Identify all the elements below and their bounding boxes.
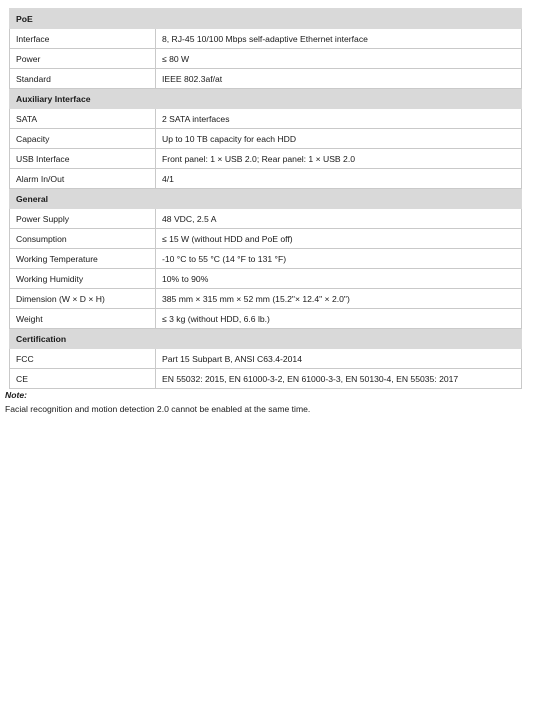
section-title: General: [10, 189, 522, 209]
spec-label: Working Temperature: [10, 249, 156, 269]
spec-row: [10, 109, 522, 129]
spec-label: Weight: [10, 309, 156, 329]
note-title: Note:: [5, 390, 27, 400]
spec-value: 385 mm × 315 mm × 52 mm (15.2"× 12.4" × 2.0"): [156, 289, 522, 309]
spec-label: Dimension (W × D × H): [10, 289, 156, 309]
section-title: Certification: [10, 329, 522, 349]
spec-row: [10, 49, 522, 69]
spec-value: ≤ 3 kg (without HDD, 6.6 lb.): [156, 309, 522, 329]
spec-label: CE: [10, 369, 156, 389]
spec-row: [10, 269, 522, 289]
section-header-poe: [10, 9, 522, 29]
spec-label: Working Humidity: [10, 269, 156, 289]
spec-value: Part 15 Subpart B, ANSI C63.4-2014: [156, 349, 522, 369]
section-title: Auxiliary Interface: [10, 89, 522, 109]
spec-value: Up to 10 TB capacity for each HDD: [156, 129, 522, 149]
spec-row: [10, 209, 522, 229]
spec-label: USB Interface: [10, 149, 156, 169]
section-header-general: [10, 189, 522, 209]
spec-label: Capacity: [10, 129, 156, 149]
spec-row: [10, 369, 522, 389]
section-header-certification: [10, 329, 522, 349]
spec-value: ≤ 15 W (without HDD and PoE off): [156, 229, 522, 249]
spec-value: IEEE 802.3af/at: [156, 69, 522, 89]
spec-value: 2 SATA interfaces: [156, 109, 522, 129]
spec-value: 48 VDC, 2.5 A: [156, 209, 522, 229]
spec-value: ≤ 80 W: [156, 49, 522, 69]
spec-label: Interface: [10, 29, 156, 49]
spec-value: 4/1: [156, 169, 522, 189]
spec-value: EN 55032: 2015, EN 61000-3-2, EN 61000-3-3, EN 50130-4, EN 55035: 2017: [156, 369, 522, 389]
spec-row: [10, 129, 522, 149]
spec-row: [10, 169, 522, 189]
spec-table: [9, 8, 522, 389]
spec-row: [10, 289, 522, 309]
spec-row: [10, 149, 522, 169]
spec-value: -10 °C to 55 °C (14 °F to 131 °F): [156, 249, 522, 269]
spec-row: [10, 229, 522, 249]
spec-row: [10, 309, 522, 329]
note-text: Facial recognition and motion detection 2.0 cannot be enabled at the same time.: [5, 404, 311, 414]
spec-row: [10, 249, 522, 269]
spec-label: Alarm In/Out: [10, 169, 156, 189]
spec-value: 8, RJ-45 10/100 Mbps self-adaptive Ethernet interface: [156, 29, 522, 49]
spec-label: Power Supply: [10, 209, 156, 229]
spec-value: 10% to 90%: [156, 269, 522, 289]
spec-row: [10, 29, 522, 49]
spec-row: [10, 349, 522, 369]
spec-label: Consumption: [10, 229, 156, 249]
spec-label: Standard: [10, 69, 156, 89]
spec-row: [10, 69, 522, 89]
spec-label: SATA: [10, 109, 156, 129]
spec-value: Front panel: 1 × USB 2.0; Rear panel: 1 × USB 2.0: [156, 149, 522, 169]
spec-label: FCC: [10, 349, 156, 369]
spec-label: Power: [10, 49, 156, 69]
section-header-auxiliary-interface: [10, 89, 522, 109]
section-title: PoE: [10, 9, 522, 29]
